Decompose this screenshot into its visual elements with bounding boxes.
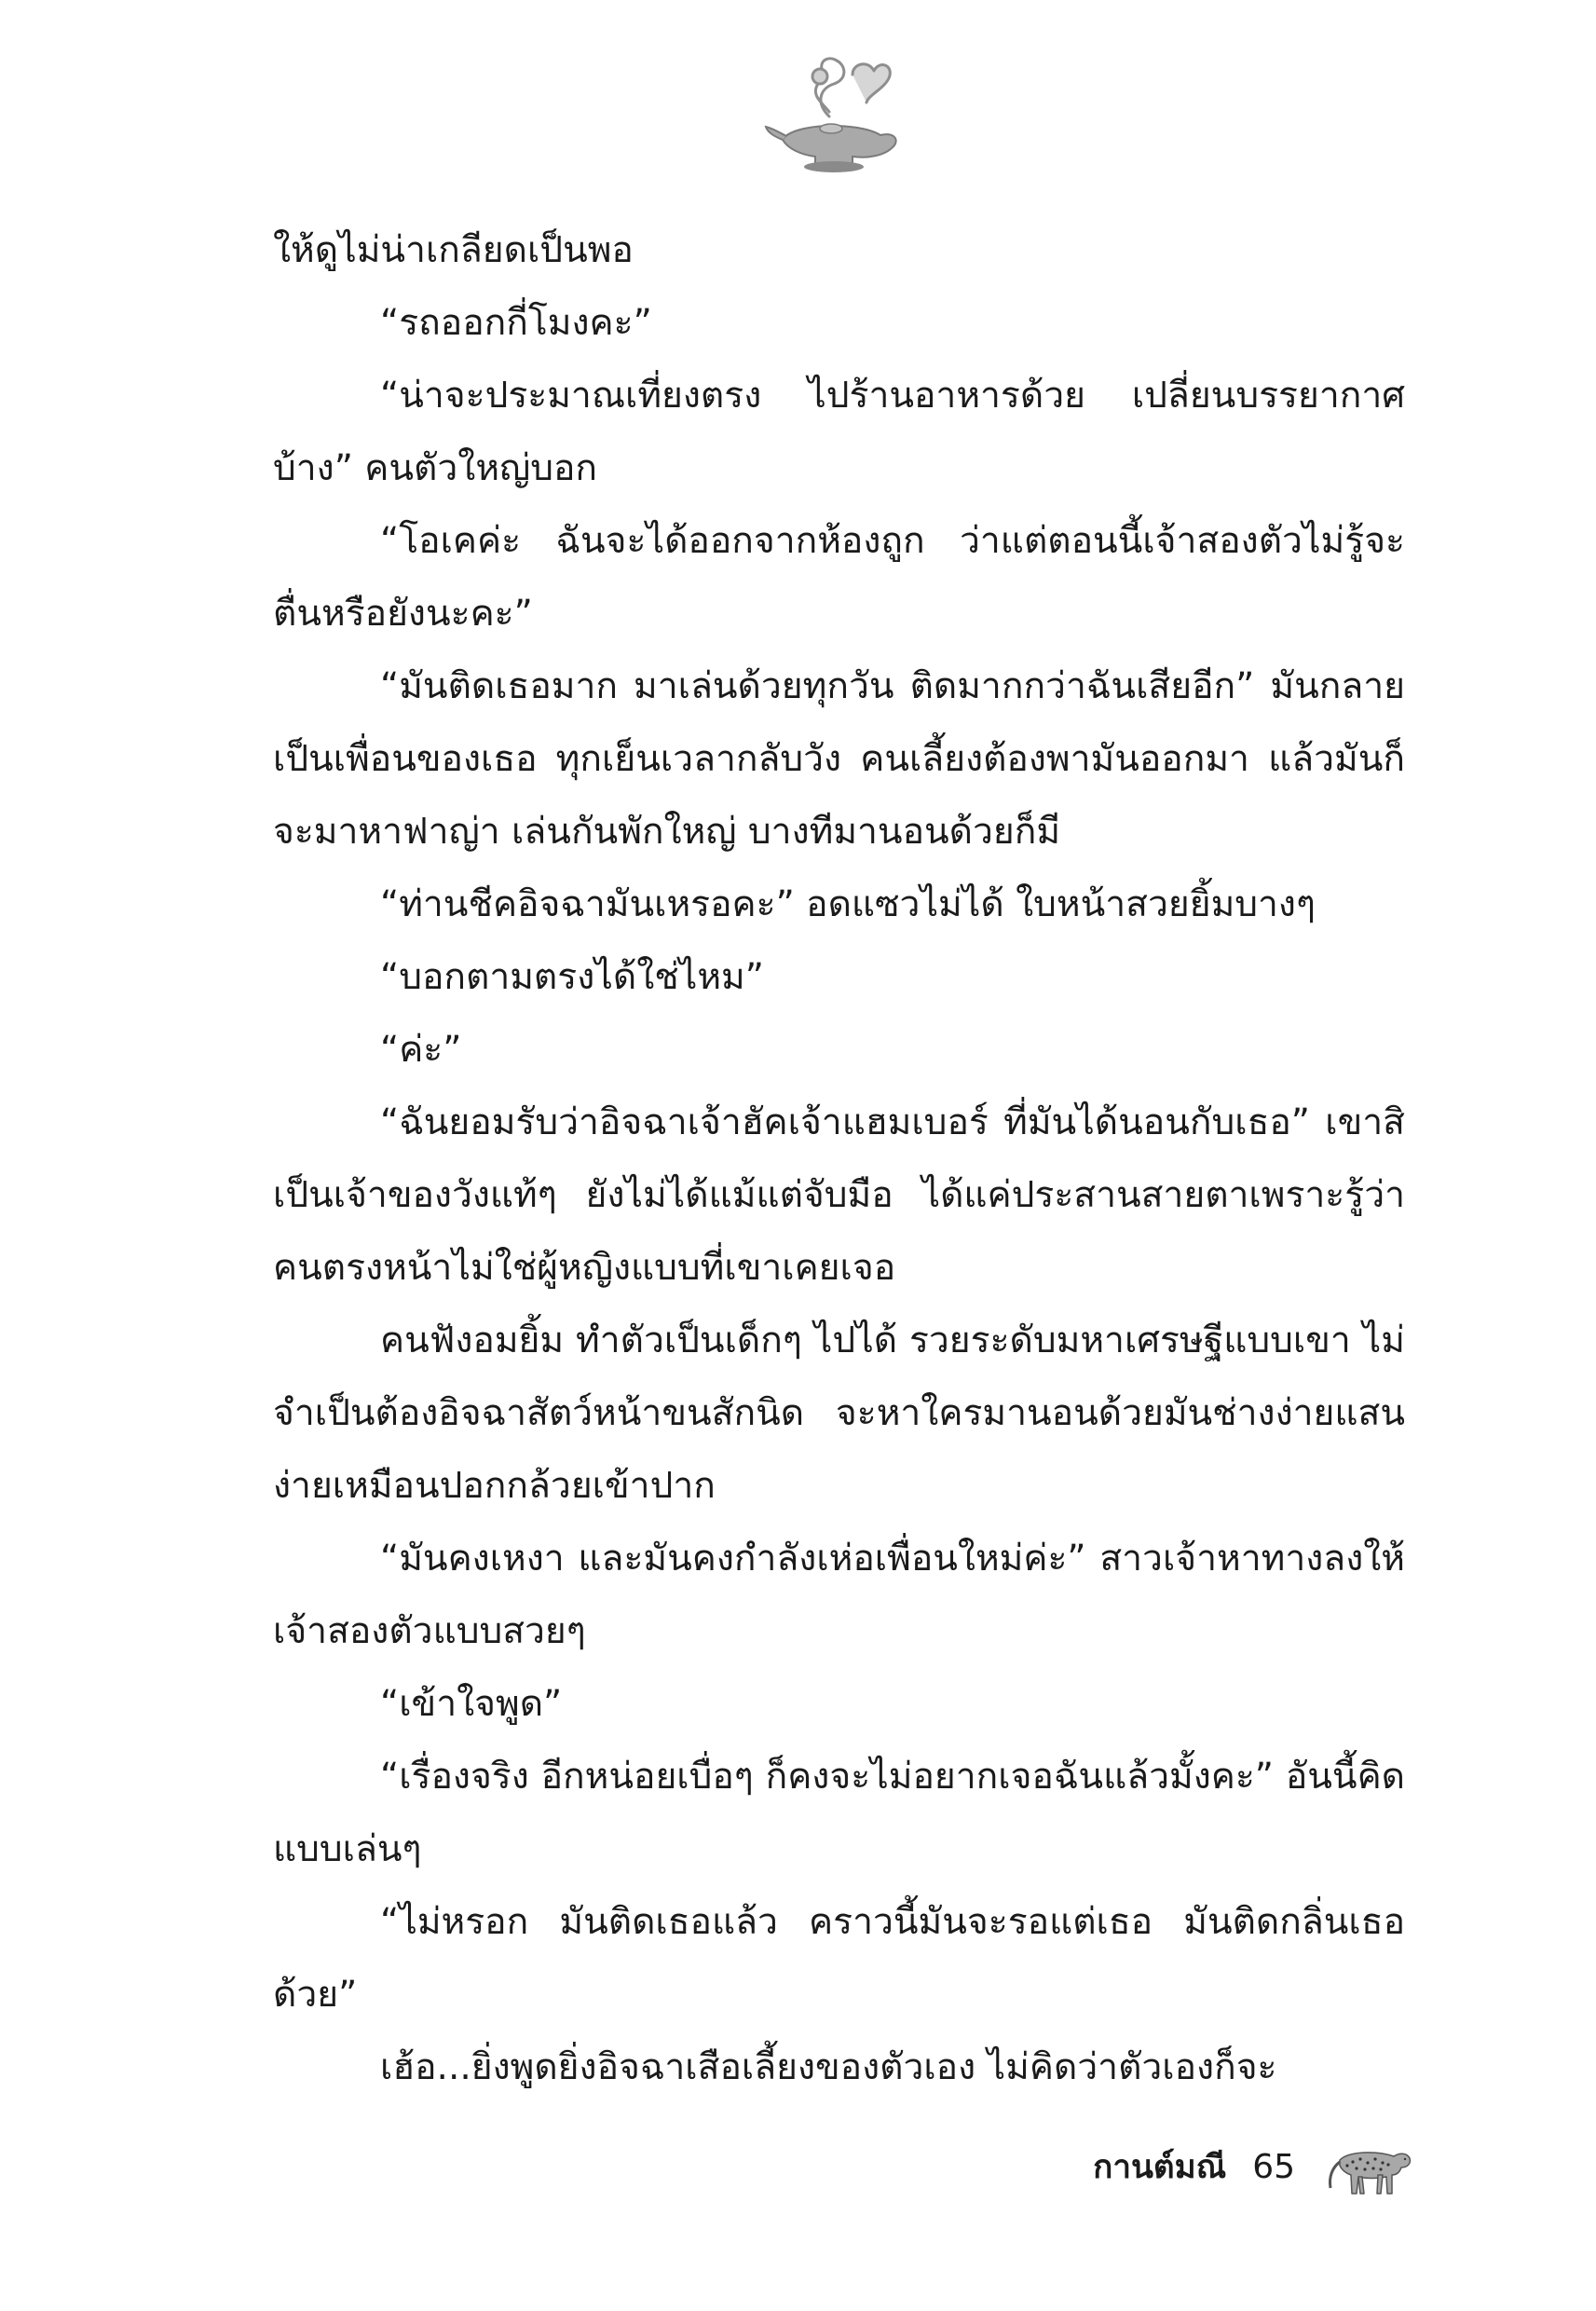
genie-lamp-icon <box>764 47 904 177</box>
paragraph: “เรื่องจริง อีกหน่อยเบื่อๆ ก็คงจะไม่อยากเจอฉันแล้วมั้งคะ” อันนี้คิดแบบเล่นๆ <box>273 1756 1405 1870</box>
author-name: กานต์มณี <box>1093 2148 1227 2186</box>
paragraph: คนฟังอมยิ้ม ทำตัวเป็นเด็กๆ ไปได้ รวยระดับมหาเศรษฐีแบบเขา ไม่จำเป็นต้องอิจฉาสัตว์หน้าขนสักนิด จะหาใครมานอนด้วยมันช่างง่ายแสนง่ายเหมือนปอกกล้วยเข้าปาก <box>273 1320 1405 1507</box>
paragraph: “ท่านชีคอิจฉามันเหรอคะ” อดแซวไม่ได้ ใบหน้าสวยยิ้มบางๆ <box>380 883 1316 925</box>
paragraph: “เข้าใจพูด” <box>380 1683 563 1725</box>
paragraph: “โอเคค่ะ ฉันจะได้ออกจากห้องถูก ว่าแต่ตอนนี้เจ้าสองตัวไม่รู้จะตื่นหรือยังนะคะ” <box>273 520 1405 635</box>
paragraph: ให้ดูไม่น่าเกลียดเป็นพอ <box>273 229 634 271</box>
paragraph: “รถออกกี่โมงคะ” <box>380 302 652 344</box>
cheetah-icon <box>1321 2134 1414 2199</box>
paragraph: “ไม่หรอก มันติดเธอแล้ว คราวนี้มันจะรอแต่เธอ มันติดกลิ่นเธอด้วย” <box>273 1901 1405 2016</box>
page-footer <box>1093 2134 1414 2199</box>
paragraph: “น่าจะประมาณเที่ยงตรง ไปร้านอาหารด้วย เปลี่ยนบรรยากาศบ้าง” คนตัวใหญ่บอก <box>273 375 1405 489</box>
body-text <box>273 214 1405 2104</box>
paragraph: “บอกตามตรงได้ใช่ไหม” <box>380 956 764 998</box>
paragraph: “ค่ะ” <box>380 1029 462 1071</box>
paragraph: “มันติดเธอมาก มาเล่นด้วยทุกวัน ติดมากกว่าฉันเสียอีก” มันกลายเป็นเพื่อนของเธอ ทุกเย็นเวลากลับวัง คนเลี้ยงต้องพามันออกมา แล้วมันก็จะมาหาฟาญ่า เล่นกันพักใหญ่ บางทีมานอนด้วยก็มี <box>273 665 1405 853</box>
paragraph: เฮ้อ...ยิ่งพูดยิ่งอิจฉาเสือเลี้ยงของตัวเอง ไม่คิดว่าตัวเองก็จะ <box>380 2046 1277 2088</box>
paragraph: “ฉันยอมรับว่าอิจฉาเจ้าฮัคเจ้าแฮมเบอร์ ที่มันได้นอนกับเธอ” เขาสิ เป็นเจ้าของวังแท้ๆ ยังไม่ได้แม้แต่จับมือ ได้แค่ประสานสายตาเพราะรู้ว่าคนตรงหน้าไม่ใช่ผู้หญิงแบบที่เขาเคยเจอ <box>273 1101 1405 1289</box>
page-number: 65 <box>1252 2147 1295 2186</box>
paragraph: “มันคงเหงา และมันคงกำลังเห่อเพื่อนใหม่ค่ะ” สาวเจ้าหาทางลงให้เจ้าสองตัวแบบสวยๆ <box>273 1538 1405 1652</box>
